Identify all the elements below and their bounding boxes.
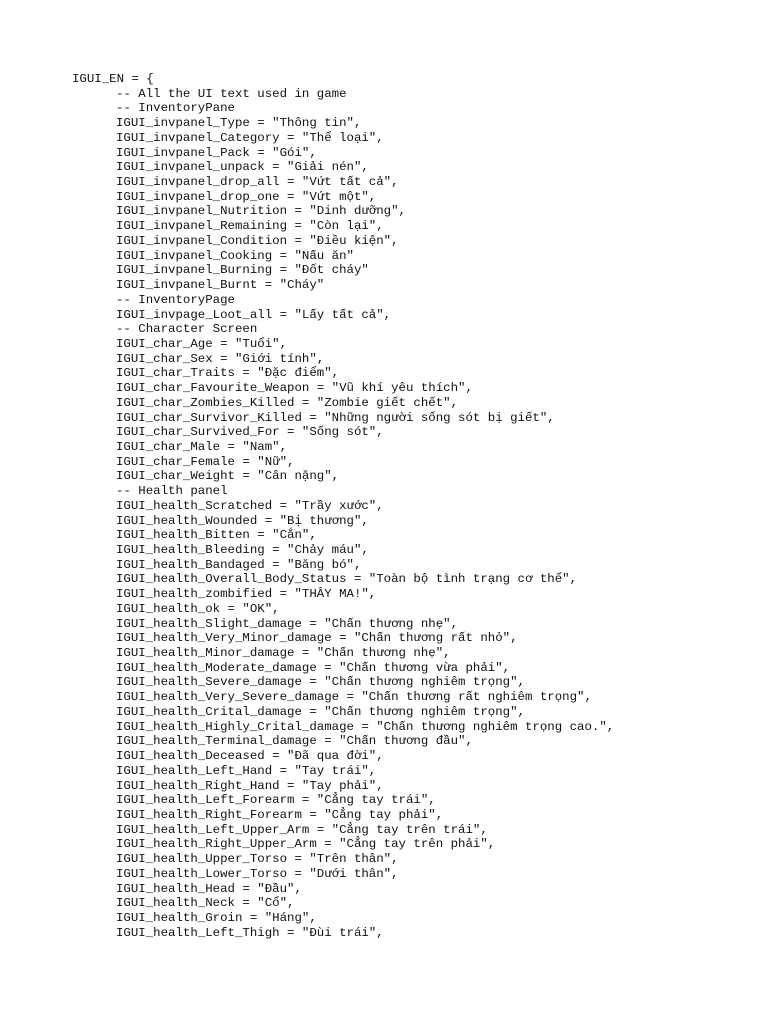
code-line: IGUI_char_Female = "Nữ", bbox=[116, 454, 295, 469]
code-line: IGUI_char_Sex = "Giới tính", bbox=[116, 351, 325, 366]
code-line: IGUI_char_Survivor_Killed = "Những người sống sót bị giết", bbox=[116, 410, 555, 425]
code-line: IGUI_char_Male = "Nam", bbox=[116, 439, 288, 454]
code-line: IGUI_invpanel_drop_all = "Vứt tất cả", bbox=[116, 175, 399, 190]
code-line: IGUI_health_Bitten = "Cắn", bbox=[116, 528, 317, 543]
code-line: IGUI_health_Terminal_damage = "Chấn thương đầu", bbox=[116, 734, 473, 749]
code-line: IGUI_invpanel_unpack = "Giải nén", bbox=[116, 160, 369, 175]
code-line: IGUI_health_Right_Forearm = "Cẳng tay phải", bbox=[116, 807, 444, 822]
code-line: IGUI_invpanel_Category = "Thể loại", bbox=[116, 130, 384, 145]
code-line: IGUI_health_Very_Minor_damage = "Chấn thương rất nhỏ", bbox=[116, 631, 518, 646]
comment-line: -- Character Screen bbox=[116, 322, 258, 337]
code-line: IGUI_health_Left_Upper_Arm = "Cẳng tay trên trái", bbox=[116, 822, 488, 837]
code-line: IGUI_health_Scratched = "Trầy xước", bbox=[116, 498, 384, 513]
code-line: IGUI_health_zombified = "THÂY MA!", bbox=[116, 587, 377, 602]
code-line: IGUI_health_Bleeding = "Chảy máu", bbox=[116, 543, 369, 557]
code-line: IGUI_health_Left_Forearm = "Cẳng tay trái", bbox=[116, 793, 436, 808]
code-line: IGUI_char_Survived_For = "Sống sót", bbox=[116, 425, 384, 440]
code-line: IGUI_health_Very_Severe_damage = "Chấn thương rất nghiêm trọng", bbox=[116, 690, 592, 705]
code-line: IGUI_health_Highly_Crital_damage = "Chấn thương nghiêm trọng cao.", bbox=[116, 719, 615, 734]
code-line: IGUI_health_Groin = "Háng", bbox=[116, 910, 317, 925]
code-line: IGUI_invpanel_Cooking = "Nấu ăn" bbox=[116, 248, 354, 263]
code-line: IGUI_health_Upper_Torso = "Trên thân", bbox=[116, 852, 399, 867]
comment-line: -- Health panel bbox=[116, 484, 228, 499]
code-line: IGUI_invpanel_Type = "Thông tin", bbox=[116, 116, 362, 131]
code-line: IGUI_invpanel_Remaining = "Còn lại", bbox=[116, 219, 384, 234]
code-line: IGUI_health_Right_Upper_Arm = "Cẳng tay trên phải", bbox=[116, 837, 496, 852]
comment-line: -- All the UI text used in game bbox=[116, 86, 347, 101]
code-line: IGUI_char_Traits = "Đặc điểm", bbox=[116, 366, 340, 381]
comment-line: -- InventoryPane bbox=[116, 101, 235, 116]
code-line: IGUI_health_Severe_damage = "Chấn thương nghiêm trọng", bbox=[116, 675, 525, 690]
code-line: IGUI_health_ok = "OK", bbox=[116, 601, 280, 616]
code-document bbox=[72, 72, 752, 940]
code-line: IGUI_health_Head = "Đầu", bbox=[116, 881, 302, 896]
code-line: IGUI_health_Minor_damage = "Chấn thương nhẹ", bbox=[116, 646, 451, 661]
code-line: IGUI_health_Left_Thigh = "Đùi trái", bbox=[116, 925, 384, 940]
code-line: IGUI_invpage_Loot_all = "Lấy tất cả", bbox=[116, 307, 392, 322]
code-line: IGUI_char_Weight = "Cân nặng", bbox=[116, 469, 340, 484]
code-line: IGUI_char_Favourite_Weapon = "Vũ khí yêu thích", bbox=[116, 381, 473, 396]
code-line: IGUI_invpanel_Condition = "Điều kiện", bbox=[116, 233, 399, 248]
code-line: IGUI_health_Lower_Torso = "Dưới thân", bbox=[116, 866, 399, 881]
code-line: IGUI_health_Deceased = "Đã qua đời", bbox=[116, 749, 384, 764]
code-line: IGUI_char_Zombies_Killed = "Zombie giết chết", bbox=[116, 395, 459, 410]
code-line: IGUI_health_Slight_damage = "Chấn thương nhẹ", bbox=[116, 616, 459, 631]
code-line: IGUI_health_Moderate_damage = "Chấn thương vừa phải", bbox=[116, 660, 511, 675]
code-line: IGUI_invpanel_Nutrition = "Dinh dưỡng", bbox=[116, 204, 406, 219]
table-declaration-line: IGUI_EN = { bbox=[72, 72, 154, 86]
code-line: IGUI_health_Neck = "Cổ", bbox=[116, 896, 295, 911]
code-line: IGUI_invpanel_Burning = "Đốt cháy" bbox=[116, 263, 369, 278]
code-line: IGUI_invpanel_Burnt = "Cháy" bbox=[116, 278, 325, 293]
code-line: IGUI_char_Age = "Tuổi", bbox=[116, 336, 288, 351]
code-line: IGUI_health_Overall_Body_Status = "Toàn bộ tình trạng cơ thể", bbox=[116, 572, 578, 587]
comment-line: -- InventoryPage bbox=[116, 292, 235, 307]
code-line: IGUI_health_Crital_damage = "Chấn thương nghiêm trọng", bbox=[116, 704, 525, 719]
code-line: IGUI_health_Left_Hand = "Tay trái", bbox=[116, 763, 377, 778]
code-line: IGUI_invpanel_Pack = "Gói", bbox=[116, 145, 317, 160]
code-line: IGUI_health_Wounded = "Bị thương", bbox=[116, 513, 369, 528]
code-line: IGUI_health_Bandaged = "Băng bó", bbox=[116, 557, 362, 572]
code-line: IGUI_invpanel_drop_one = "Vứt một", bbox=[116, 189, 377, 204]
code-line: IGUI_health_Right_Hand = "Tay phải", bbox=[116, 778, 384, 793]
